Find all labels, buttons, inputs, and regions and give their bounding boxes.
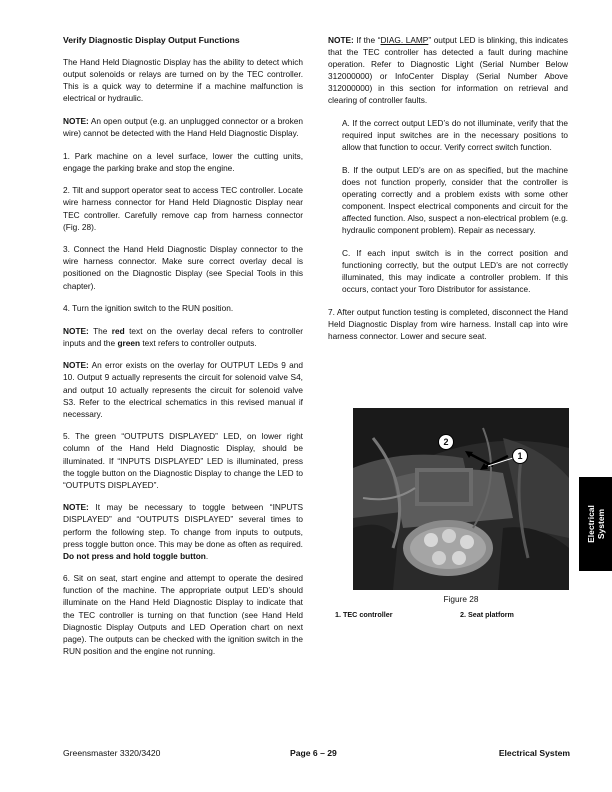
step-2: 2. Tilt and support operator seat to access TEC controller. Locate wire harness connector for Hand Held Diagnostic Display near TEC controller. Carefully remove cap from harness connector (Fig. 28).	[63, 185, 303, 232]
note-overlay-error	[63, 359, 303, 419]
section-heading: Verify Diagnostic Display Output Functions	[63, 35, 240, 45]
note-text: An open output (e.g. an unplugged connector or a broken wire) cannot be detected with the Hand Held Diagnostic Display.	[63, 115, 303, 139]
tab-line-1: Electrical	[585, 505, 596, 543]
note-diag-lamp	[328, 34, 568, 107]
left-column	[63, 34, 303, 667]
note-text: text on the overlay decal refers to controller inputs and the	[63, 325, 303, 348]
machine-photo-illustration	[353, 408, 569, 590]
section-tab	[579, 477, 612, 571]
figure-28-photo	[353, 408, 569, 590]
legend-item-1: 1. TEC controller	[335, 610, 393, 619]
note-label: NOTE:	[63, 115, 89, 126]
callout-1	[512, 448, 528, 464]
note-text: text refers to controller outputs.	[140, 337, 257, 348]
right-column	[328, 34, 568, 353]
footer-section: Electrical System	[498, 748, 570, 758]
step-6: 6. Sit on seat, start engine and attempt to operate the desired function of the machine. The appropriate output LED’s should illuminate on the Hand Held Diagnostic Display to indicate that the TEC controller is turning on that function (see Hand Held Diagnostic Display Outputs and LED Operation chart on next page). The outputs can be checked with the ignition switch in the RUN position and the engine not running.	[63, 573, 303, 656]
note-text: If the “	[353, 35, 381, 45]
step-3: 3. Connect the Hand Held Diagnostic Display connector to the wire harness connector. Make sure correct overlay decal is positioned on the Diagnostic Display (see Special Tools in this chapter).	[63, 244, 303, 291]
note-text: ” output LED is blinking, this indicates that the TEC controller has detected a fault during machine operation. Refer to Diagnostic Light (Serial Number Below 312000000) or InfoCenter Display (Serial Number Above 312000000) in this section for information on retrieval and clearing of controller faults.	[328, 35, 568, 106]
note-text: The	[88, 325, 112, 336]
step-4: 4. Turn the ignition switch to the RUN position.	[63, 303, 234, 314]
red-word: red	[111, 325, 125, 336]
substep-c: C. If each input switch is in the correct position and functioning correctly, but the output LED’s are not correctly illuminated, this may indicate a controller problem. If this occurs, contact your Toro Distributor for assistance.	[342, 247, 568, 295]
intro-paragraph: The Hand Held Diagnostic Display has the ability to detect which output solenoids or relays are turned on by the TEC controller. This is a quick way to determine if a machine malfunction is electrical or hydraulic.	[63, 57, 303, 104]
callout-2-label: 2	[443, 437, 449, 447]
note-overlay-colors	[63, 325, 303, 349]
note-toggle	[63, 501, 303, 561]
footer-model: Greensmaster 3320/3420	[63, 748, 161, 758]
note-label: NOTE:	[63, 360, 89, 371]
tab-line-2: System	[595, 508, 606, 540]
note-text: It may be necessary to toggle between “INPUTS DISPLAYED” and “OUTPUTS DISPLAYED” several times to perform the following step. To change from inputs to outputs, press toggle button once. This may be done as often as required.	[63, 502, 303, 549]
footer-page-number: Page 6 – 29	[290, 748, 337, 758]
section-tab-label	[586, 505, 606, 543]
note-text: .	[205, 550, 209, 561]
substep-b: B. If the output LED’s are on as specified, but the machine does not function properly, consider that the controller is operating correctly and a problem exists with some other component. Inspect electrical components and circuit for the affected function. Also, suspect a non-electrical problem (e.g. hydraulic component problem). Repair as necessary.	[342, 164, 568, 236]
callout-2	[438, 434, 454, 450]
substep-a: A. If the correct output LED’s do not illuminate, verify that the required input switches are in the necessary positions to allow that function to occur. Verify correct switch function.	[342, 118, 568, 153]
step-7: 7. After output function testing is completed, disconnect the Hand Held Diagnostic Display from wire harness. Install cap into wire harness connector. Lower and secure seat.	[328, 306, 568, 341]
note-text: An error exists on the overlay for OUTPUT LEDs 9 and 10. Output 9 actually represents the circuit for solenoid valve S4, and output 10 actually represents the circuit for solenoid valve S3. Refer to the electrical schematics in this revised manual if necessary.	[63, 360, 303, 419]
callout-1-label: 1	[517, 451, 523, 461]
figure-caption: Figure 28	[443, 594, 479, 604]
step-1: 1. Park machine on a level surface, lower the cutting units, engage the parking brake and stop the engine.	[63, 150, 303, 173]
note-label: NOTE:	[63, 502, 89, 513]
legend-item-2: 2. Seat platform	[460, 610, 514, 619]
note-label: NOTE:	[63, 325, 89, 336]
green-word: green	[117, 337, 141, 348]
warning-text: Do not press and hold toggle button	[63, 550, 206, 561]
note-open-output	[63, 115, 303, 139]
note-label: NOTE:	[328, 35, 354, 45]
diag-lamp-link[interactable]: DIAG. LAMP	[380, 35, 429, 45]
step-5: 5. The green “OUTPUTS DISPLAYED” LED, on lower right column of the Hand Held Diagnostic Display, should be illuminated. If “INPUTS DISPLAYED” LED is illuminated, press the toggle button on the Diagnostic Display to change the LED to “OUTPUTS DISPLAYED”.	[63, 431, 303, 490]
